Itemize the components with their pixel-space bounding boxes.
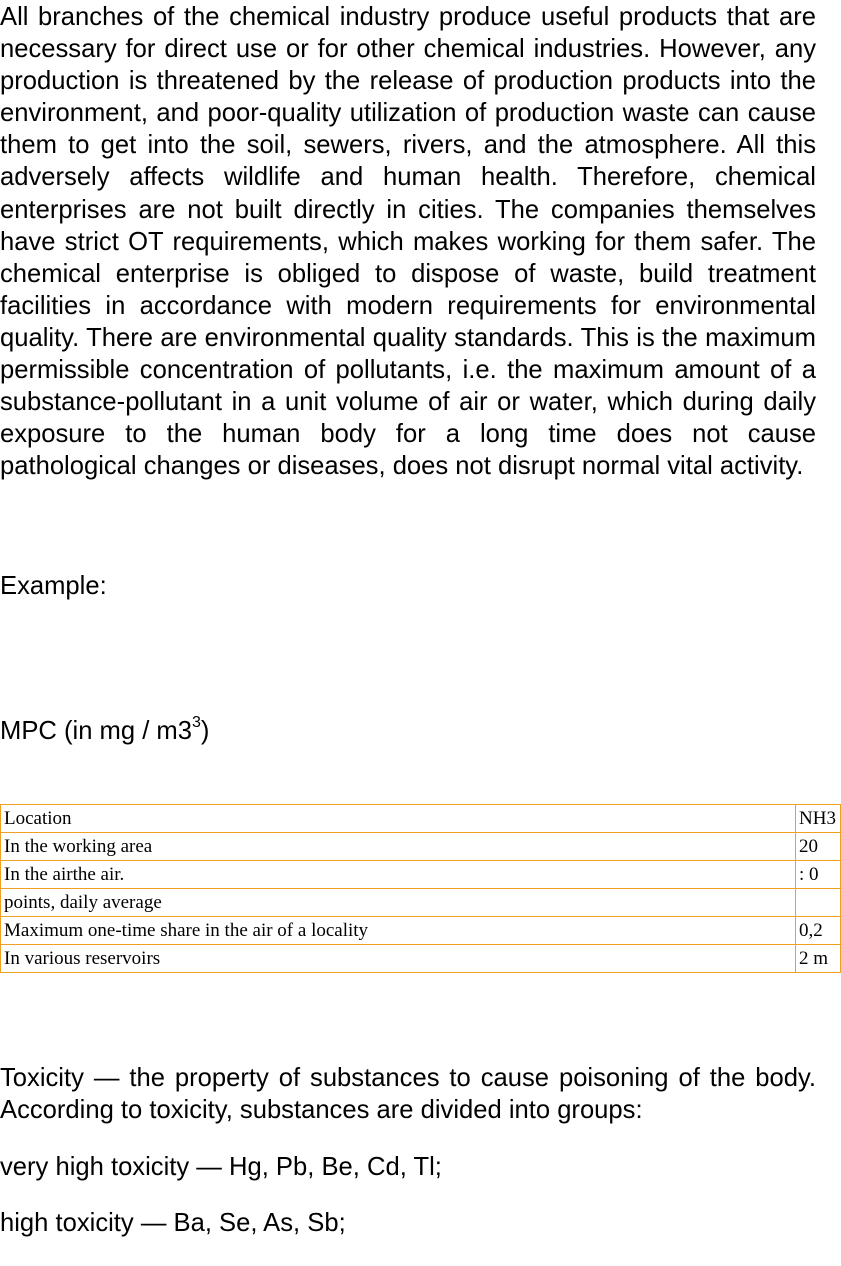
table-cell-location: In various reservoirs: [1, 945, 796, 973]
toxicity-group-very-high: very high toxicity — Hg, Pb, Be, Cd, Tl;: [0, 1153, 442, 1181]
table-cell-value: 20: [796, 833, 841, 861]
table-cell-value: : 0: [796, 861, 841, 889]
table-cell-value-header: NH3: [796, 805, 841, 833]
mpc-heading: [0, 715, 816, 747]
table-cell-value: 0,2: [796, 917, 841, 945]
table-row: [1, 889, 841, 917]
table-cell-location: In the airthe air.: [1, 861, 796, 889]
mpc-heading-close: ): [200, 717, 210, 745]
table-cell-location: Maximum one-time share in the air of a locality: [1, 917, 796, 945]
toxicity-intro-paragraph: Toxicity — the property of substances to cause poisoning of the body. According to toxicity, substances are divided into groups:: [0, 1064, 816, 1125]
toxicity-group-high: high toxicity — Ba, Se, As, Sb;: [0, 1209, 346, 1237]
table-cell-value: [796, 889, 841, 917]
table-cell-value: 2 m: [796, 945, 841, 973]
mpc-table: [0, 804, 841, 973]
table-row: [1, 917, 841, 945]
table-cell-location: In the working area: [1, 833, 796, 861]
example-label: Example:: [0, 572, 107, 600]
table-cell-location-header: Location: [1, 805, 796, 833]
table-row: [1, 945, 841, 973]
mpc-heading-text: MPC (in mg / m3: [0, 717, 192, 745]
table-row: [1, 805, 841, 833]
table-row: [1, 833, 841, 861]
table-row: [1, 861, 841, 889]
mpc-heading-superscript: 3: [191, 714, 201, 732]
table-cell-location: points, daily average: [1, 889, 796, 917]
intro-paragraph: All branches of the chemical industry produce useful products that are necessary for direct use or for other chemical industries. However, any production is threatened by the release of production products into the environment, and poor-quality utilization of production waste can cause them to get into the soil, sewers, rivers, and the atmosphere. All this adversely affects wildlife and human health. Therefore, chemical enterprises are not built directly in cities. The companies themselves have strict OT requirements, which makes working for them safer. The chemical enterprise is obliged to dispose of waste, build treatment facilities in accordance with modern requirements for environmental quality. There are environmental quality standards. This is the maximum permissible concentration of pollutants, i.e. the maximum amount of a substance-pollutant in a unit volume of air or water, which during daily exposure to the human body for a long time does not cause pathological changes or diseases, does not disrupt normal vital activity.: [0, 3, 816, 481]
